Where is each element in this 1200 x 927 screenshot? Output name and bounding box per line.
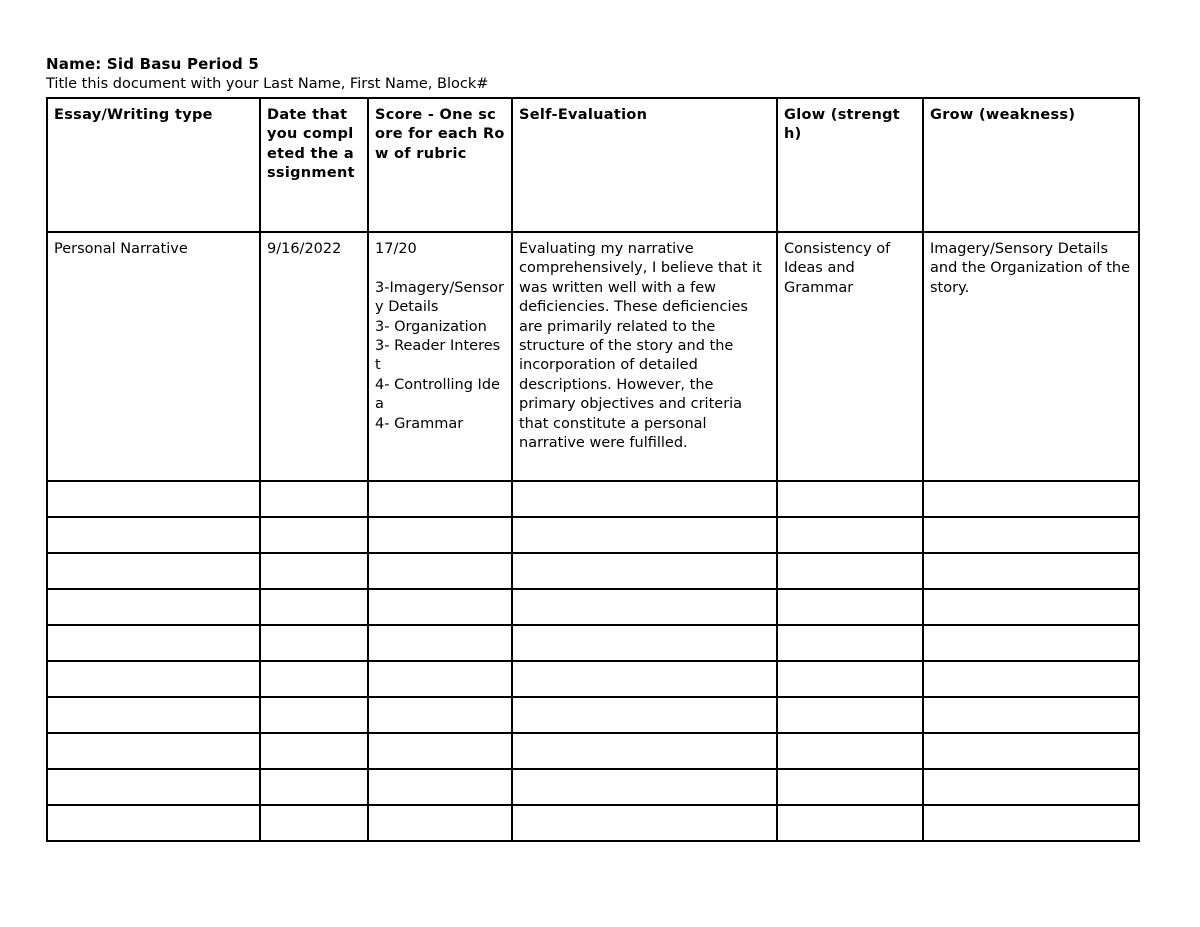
cell-score-empty[interactable] xyxy=(368,805,512,841)
header-essay-type: Essay/Writing type xyxy=(47,98,260,232)
empty-table-row xyxy=(47,589,1139,625)
cell-glow-empty[interactable] xyxy=(777,481,923,517)
cell-grow-empty[interactable] xyxy=(923,553,1139,589)
empty-table-row xyxy=(47,553,1139,589)
cell-date-empty[interactable] xyxy=(260,769,368,805)
cell-glow-empty[interactable] xyxy=(777,733,923,769)
writing-log-table xyxy=(46,97,1140,842)
cell-essay-type-empty[interactable] xyxy=(47,589,260,625)
empty-table-row xyxy=(47,697,1139,733)
cell-self-evaluation-empty[interactable] xyxy=(512,661,777,697)
cell-date-empty[interactable] xyxy=(260,481,368,517)
cell-score-empty[interactable] xyxy=(368,589,512,625)
cell-self-evaluation-empty[interactable] xyxy=(512,589,777,625)
cell-score-empty[interactable] xyxy=(368,517,512,553)
cell-date-empty[interactable] xyxy=(260,661,368,697)
cell-glow-empty[interactable] xyxy=(777,625,923,661)
document-page xyxy=(46,54,1138,842)
cell-grow-empty[interactable] xyxy=(923,697,1139,733)
cell-date[interactable]: 9/16/2022 xyxy=(260,232,368,481)
cell-score-empty[interactable] xyxy=(368,769,512,805)
cell-score-empty[interactable] xyxy=(368,625,512,661)
cell-self-evaluation-empty[interactable] xyxy=(512,481,777,517)
cell-grow-empty[interactable] xyxy=(923,589,1139,625)
empty-table-row xyxy=(47,625,1139,661)
cell-glow[interactable]: Consistency of Ideas and Grammar xyxy=(777,232,923,481)
cell-essay-type-empty[interactable] xyxy=(47,661,260,697)
cell-date-empty[interactable] xyxy=(260,805,368,841)
cell-score-empty[interactable] xyxy=(368,661,512,697)
cell-glow-empty[interactable] xyxy=(777,697,923,733)
cell-score-empty[interactable] xyxy=(368,553,512,589)
empty-table-row xyxy=(47,733,1139,769)
cell-self-evaluation-empty[interactable] xyxy=(512,697,777,733)
table-row xyxy=(47,232,1139,481)
cell-score-empty[interactable] xyxy=(368,733,512,769)
header-glow: Glow (strength) xyxy=(777,98,923,232)
cell-self-evaluation-empty[interactable] xyxy=(512,733,777,769)
cell-self-evaluation-empty[interactable] xyxy=(512,769,777,805)
cell-glow-empty[interactable] xyxy=(777,769,923,805)
cell-grow-empty[interactable] xyxy=(923,733,1139,769)
cell-glow-empty[interactable] xyxy=(777,661,923,697)
header-date-completed: Date that you completed the assignment xyxy=(260,98,368,232)
cell-date-empty[interactable] xyxy=(260,697,368,733)
cell-essay-type-empty[interactable] xyxy=(47,733,260,769)
cell-essay-type-empty[interactable] xyxy=(47,805,260,841)
cell-essay-type-empty[interactable] xyxy=(47,769,260,805)
cell-self-evaluation-empty[interactable] xyxy=(512,805,777,841)
title-instruction: Title this document with your Last Name, First Name, Block# xyxy=(46,76,489,92)
cell-grow-empty[interactable] xyxy=(923,769,1139,805)
header-grow: Grow (weakness) xyxy=(923,98,1139,232)
cell-grow[interactable]: Imagery/Sensory Details and the Organization of the story. xyxy=(923,232,1139,481)
table-header-row xyxy=(47,98,1139,232)
cell-date-empty[interactable] xyxy=(260,589,368,625)
empty-table-row xyxy=(47,517,1139,553)
cell-score-empty[interactable] xyxy=(368,697,512,733)
cell-essay-type[interactable]: Personal Narrative xyxy=(47,232,260,481)
empty-table-row xyxy=(47,769,1139,805)
cell-glow-empty[interactable] xyxy=(777,805,923,841)
empty-table-row xyxy=(47,481,1139,517)
cell-glow-empty[interactable] xyxy=(777,589,923,625)
cell-essay-type-empty[interactable] xyxy=(47,517,260,553)
cell-date-empty[interactable] xyxy=(260,517,368,553)
cell-self-evaluation-empty[interactable] xyxy=(512,625,777,661)
cell-score-empty[interactable] xyxy=(368,481,512,517)
cell-grow-empty[interactable] xyxy=(923,805,1139,841)
cell-grow-empty[interactable] xyxy=(923,481,1139,517)
cell-glow-empty[interactable] xyxy=(777,517,923,553)
cell-essay-type-empty[interactable] xyxy=(47,625,260,661)
cell-score[interactable]: 17/20 3-Imagery/Sensory Details 3- Organization 3- Reader Interest 4- Controlling Idea 4- Grammar xyxy=(368,232,512,481)
student-name-line: Name: Sid Basu Period 5 xyxy=(46,55,259,73)
cell-essay-type-empty[interactable] xyxy=(47,481,260,517)
cell-self-evaluation[interactable]: Evaluating my narrative comprehensively, I believe that it was written well with a few deficiencies. These deficiencies are primarily related to the structure of the story and the incorporation of detailed descriptions. However, the primary objectives and criteria that constitute a personal narrative were fulfilled. xyxy=(512,232,777,481)
header-self-evaluation: Self-Evaluation xyxy=(512,98,777,232)
cell-grow-empty[interactable] xyxy=(923,625,1139,661)
cell-essay-type-empty[interactable] xyxy=(47,553,260,589)
cell-grow-empty[interactable] xyxy=(923,517,1139,553)
cell-date-empty[interactable] xyxy=(260,553,368,589)
cell-essay-type-empty[interactable] xyxy=(47,697,260,733)
cell-grow-empty[interactable] xyxy=(923,661,1139,697)
cell-date-empty[interactable] xyxy=(260,733,368,769)
cell-date-empty[interactable] xyxy=(260,625,368,661)
empty-table-row xyxy=(47,805,1139,841)
cell-self-evaluation-empty[interactable] xyxy=(512,517,777,553)
header-score: Score - One score for each Row of rubric xyxy=(368,98,512,232)
empty-table-row xyxy=(47,661,1139,697)
cell-self-evaluation-empty[interactable] xyxy=(512,553,777,589)
cell-glow-empty[interactable] xyxy=(777,553,923,589)
